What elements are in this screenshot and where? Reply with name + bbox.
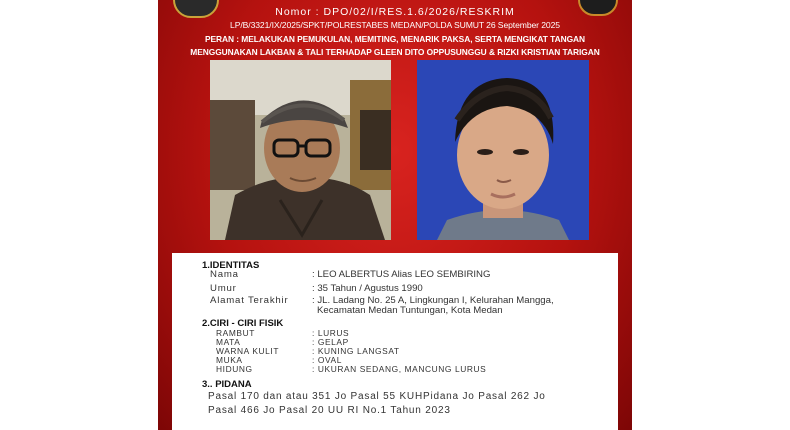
warna-kulit-label: WARNA KULIT (216, 346, 280, 356)
mata-label: MATA (216, 337, 241, 347)
identitas-title: 1.IDENTITAS (202, 260, 260, 271)
muka-label: MUKA (216, 355, 243, 365)
identity-card (172, 253, 618, 430)
mata-value: : GELAP (312, 337, 349, 347)
umur-label: Umur (210, 283, 237, 294)
ciri-title: 2.CIRI - CIRI FISIK (202, 318, 284, 329)
rambut-label: RAMBUT (216, 328, 255, 338)
alamat-label: Alamat Terakhir (210, 295, 289, 306)
peran-line-2: MENGGUNAKAN LAKBAN & TALI TERHADAP GLEEN DITO OPPUSUNGGU & RIZKI KRISTIAN TARIGAN (190, 46, 600, 57)
umur-value: : 35 Tahun / Agustus 1990 (312, 283, 423, 294)
suspect-photo-left (210, 60, 391, 240)
muka-value: : OVAL (312, 355, 342, 365)
rambut-value: : LURUS (312, 328, 350, 338)
alamat-value-line2: Kecamatan Medan Tuntungan, Kota Medan (317, 305, 503, 316)
nama-value: : LEO ALBERTUS Alias LEO SEMBIRING (312, 269, 491, 280)
peran-text (164, 33, 626, 58)
peran-line-1: PERAN : MELAKUKAN PEMUKULAN, MEMITING, MENARIK PAKSA, SERTA MENGIKAT TANGAN (204, 34, 586, 44)
pidana-line-1: Pasal 170 dan atau 351 Jo Pasal 55 KUHPidana Jo Pasal 262 Jo (208, 391, 546, 402)
suspect-photo-right-image (417, 60, 589, 240)
alamat-value: : JL. Ladang No. 25 A, Lingkungan I, Kelurahan Mangga, (312, 295, 554, 306)
lp-text: LP/B/3321/IX/2025/SPKT/POLRESTABES MEDAN/POLDA SUMUT 26 September 2025 (230, 20, 560, 30)
pidana-line-2: Pasal 466 Jo Pasal 20 UU RI No.1 Tahun 2023 (208, 405, 451, 416)
hidung-value: : UKURAN SEDANG, MANCUNG LURUS (312, 364, 487, 374)
hidung-label: HIDUNG (216, 364, 253, 374)
nomor-text: Nomor : DPO/02/I/RES.1.6/2026/RESKRIM (275, 6, 515, 18)
nama-label: Nama (210, 269, 239, 280)
warna-kulit-value: : KUNING LANGSAT (312, 346, 400, 356)
suspect-photo-left-image (210, 60, 391, 240)
pidana-title: 3.. PIDANA (202, 379, 252, 390)
wanted-poster (158, 0, 632, 430)
suspect-photo-right (417, 60, 589, 240)
